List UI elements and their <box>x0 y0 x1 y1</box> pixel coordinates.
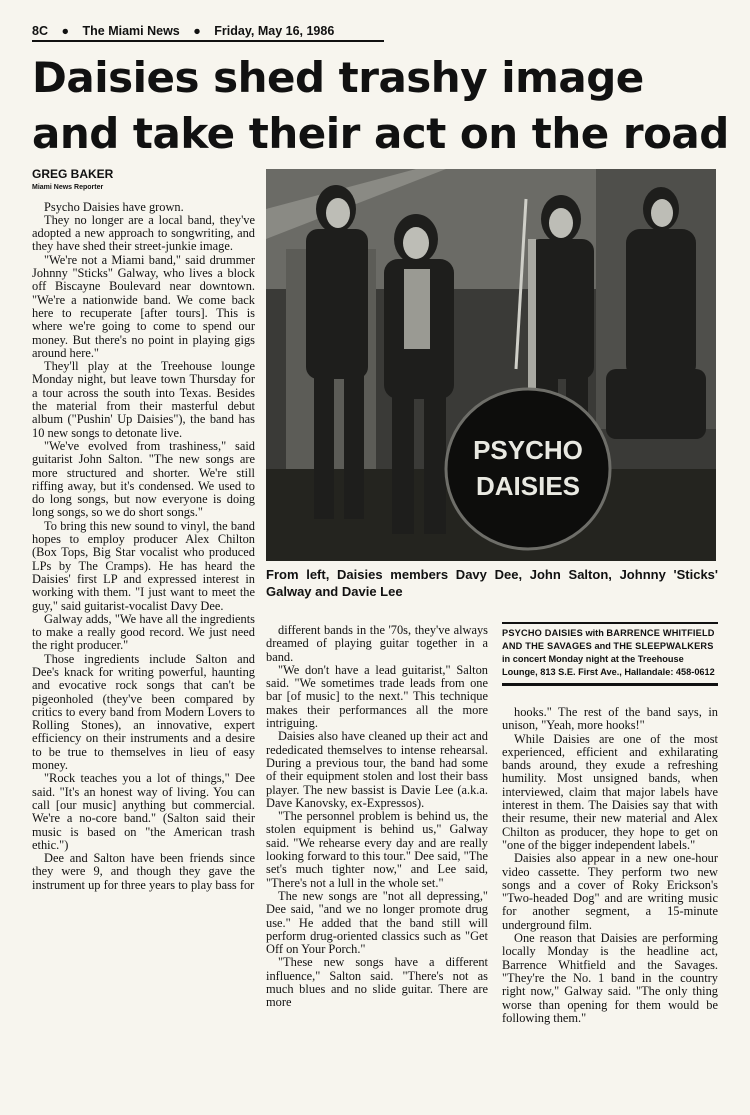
article-paragraph: Daisies also appear in a new one-hour video cassette. They perform two new songs and a cover of Roky Erickson's "Two-headed Dog" and are writing music for another segment, a 15-minute underground film. <box>502 851 718 932</box>
article-paragraph: Daisies also have cleaned up their act and rededicated themselves to intense rehearsal. During a previous tour, the band had some of their equipment stolen and lost their bass player. The new bassist is Davie Lee (a.k.a. Dave Kanovsky, ex-Expressos). <box>266 729 488 810</box>
bullet-icon: ● <box>61 24 70 38</box>
article-paragraph: "Rock teaches you a lot of things," Dee said. "It's an honest way of living. You can call [our music] anything but commercial. We're a no-core band." (Salton said their music is based on "the American trash ethic.") <box>32 771 255 852</box>
article-paragraph: "The personnel problem is behind us, the stolen equipment is behind us," Galway said. "We rehearse every day and are really looking forward to this tour." Dee said, "The set's much tighter now," and Lee said, "There's not a lull in the whole set." <box>266 809 488 890</box>
bullet-icon: ● <box>193 24 201 38</box>
article-paragraph: Galway adds, "We have all the ingredients to make a really good record. We just need the right producer." <box>32 611 255 653</box>
article-paragraph: "We've evolved from trashiness," said guitarist John Salton. "The new songs are more structured and shorter. We're still riffing away, but it's condensed. We used to do long songs, but now everyone is doing long songs, so we do short songs." <box>32 438 255 520</box>
article-paragraph: They'll play at the Treehouse lounge Monday night, but leave town Thursday for a tour across the south into Texas. Besides the material from their masterful debut album ("Pushin' Up Daisies"), the band has 10 new songs to detonate live. <box>32 359 255 440</box>
page-number: 8C <box>32 24 48 38</box>
info-act-3: THE SLEEPWALKERS <box>613 641 714 651</box>
article-paragraph: The new songs are "not all depressing," Dee said, "and we no longer promote drug use." He added that the band still will perform drug-oriented classics such as "Get Off on Your Porch." <box>266 888 488 957</box>
info-band: PSYCHO DAISIES <box>502 628 583 638</box>
headline-line-1: Daisies shed trashy image <box>32 53 644 102</box>
info-text-1: with <box>582 628 607 638</box>
concert-info-box <box>502 622 718 686</box>
page-folio <box>32 24 384 42</box>
drum-label-line-1: PSYCHO <box>473 435 583 465</box>
newspaper-name: The Miami News <box>82 24 180 38</box>
byline-role: Miami News Reporter <box>32 184 104 192</box>
article-column-3 <box>502 706 718 1025</box>
band-photo <box>266 169 716 561</box>
headline-line-2: and take their act on the road <box>32 109 729 158</box>
article-paragraph: "These new songs have a different influence," Salton said. "There's not as much blues and no slide guitar. There are more <box>266 955 488 1010</box>
article-paragraph: While Daisies are one of the most experienced, efficient and exhilarating bands around, they exude a refreshing humility. Most unsigned bands, when interviewed, claim that major labels have interest in them. The Daisies say that with their resume, their new material and Alex Chilton as producer, they hope to get on "one of the bigger independent labels." <box>502 731 718 852</box>
article-paragraph: "We're not a Miami band," said drummer Johnny "Sticks" Galway, who lives a block off Biscayne Boulevard near downtown. "We're a nationwide band. We come back here to recuperate [after tours]. This is where we're going to come to spend our money. But there's no point in playing gigs around here." <box>32 252 255 360</box>
article-paragraph: Dee and Salton have been friends since they were 9, and though they gave the instrument up for three years to play bass for <box>32 851 255 892</box>
info-text-3: in concert Monday night at the Treehouse Lounge, 813 S.E. First Ave., Hallandale: 458-0612 <box>502 654 715 677</box>
headline <box>32 50 732 162</box>
issue-date: Friday, May 16, 1986 <box>214 24 335 38</box>
article-column-1 <box>32 168 255 892</box>
article-paragraph: They no longer are a local band, they've adopted a new approach to songwriting, and they have shed their street-junkie image. <box>32 212 255 254</box>
article-paragraph: To bring this new sound to vinyl, the band hopes to employ producer Alex Chilton (Box Tops, Big Star vocalist who produced LPs by The Cramps). He has heard the Daisies' first LP and expressed interest in working with them. "I just want to meet the guy," said guitarist-vocalist Davy Dee. <box>32 518 255 613</box>
article-paragraph: different bands in the '70s, they've always dreamed of playing guitar together in a band. <box>266 623 488 664</box>
article-paragraph: hooks." The rest of the band says, in unison, "Yeah, more hooks!" <box>502 705 718 733</box>
article-column-2 <box>266 624 488 1010</box>
article-paragraph: Psycho Daisies have grown. <box>44 199 184 214</box>
photo-caption: From left, Daisies members Davy Dee, John Salton, Johnny 'Sticks' Galway and Davie Lee <box>266 567 718 599</box>
band-photo-image <box>266 169 716 561</box>
article-paragraph: Those ingredients include Salton and Dee's knack for writing powerful, haunting and evocative rock songs that can't be pigeonholed (they've been compared by critics to every band from Modern Lovers to Rolling Stones), an innovative, expert efficiency on their instruments and a desire to be true to themselves in lieu of easy money. <box>32 651 255 773</box>
info-text-2: and <box>591 641 614 651</box>
article-paragraph: "We don't have a lead guitarist," Salton said. "We sometimes trade leads from one bar [of music] to the next." This technique makes their performances all the more intriguing. <box>266 662 488 731</box>
drum-label-line-2: DAISIES <box>475 471 581 501</box>
article-paragraph: One reason that Daisies are performing locally Monday is the headline act, Barrence Whitfield and the Savages. "They're the No. 1 band in the country right now," Galway said. "The only thing worse than opening for them would be following them." <box>502 931 718 1025</box>
byline-name: GREG BAKER <box>32 167 114 181</box>
info-act-2: BARRENCE WHITFIELD AND THE SAVAGES <box>502 628 715 651</box>
